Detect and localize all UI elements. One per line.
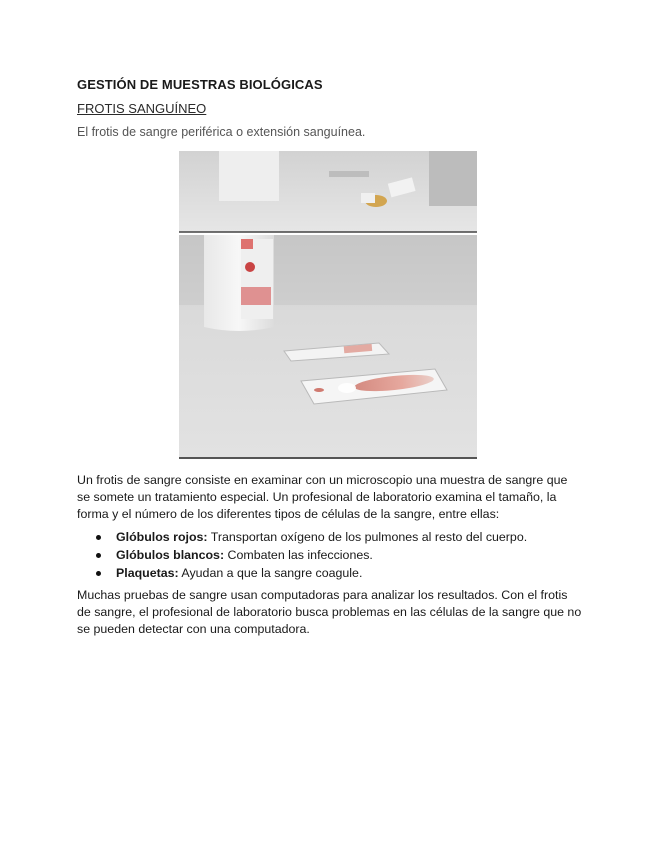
bullet-icon [96,571,101,576]
list-item-text: Transportan oxígeno de los pulmones al resto del cuerpo. [207,530,528,544]
paragraph-analysis: Muchas pruebas de sangre usan computadoras para analizar los resultados. Con el frotis de sangre, el profesional de laboratorio busca problemas en las células de la sangre que no se pueden detectar con una computadora. [77,588,582,636]
section-heading: FROTIS SANGUÍNEO [77,101,207,116]
bullet-icon [96,535,101,540]
intro-caption: El frotis de sangre periférica o extensión sanguínea. [77,125,366,139]
list-item [77,564,582,582]
cell-types-list [77,528,582,582]
blood-smear-photo [179,151,477,464]
document-title: GESTIÓN DE MUESTRAS BIOLÓGICAS [77,77,323,92]
list-item [77,546,582,564]
list-item-term: Plaquetas: [116,566,179,580]
paragraph-description: Un frotis de sangre consiste en examinar con un microscopio una muestra de sangre que se somete un tratamiento especial. Un profesional de laboratorio examina el tamaño, la forma y el número de los diferentes tipos de células de la sangre, entre ellas: [77,473,568,521]
bullet-icon [96,553,101,558]
list-item-term: Glóbulos blancos: [116,548,225,562]
list-item-text: Combaten las infecciones. [224,548,373,562]
list-item-text: Ayudan a que la sangre coagule. [178,566,363,580]
list-item-term: Glóbulos rojos: [116,530,208,544]
list-item [77,528,582,546]
